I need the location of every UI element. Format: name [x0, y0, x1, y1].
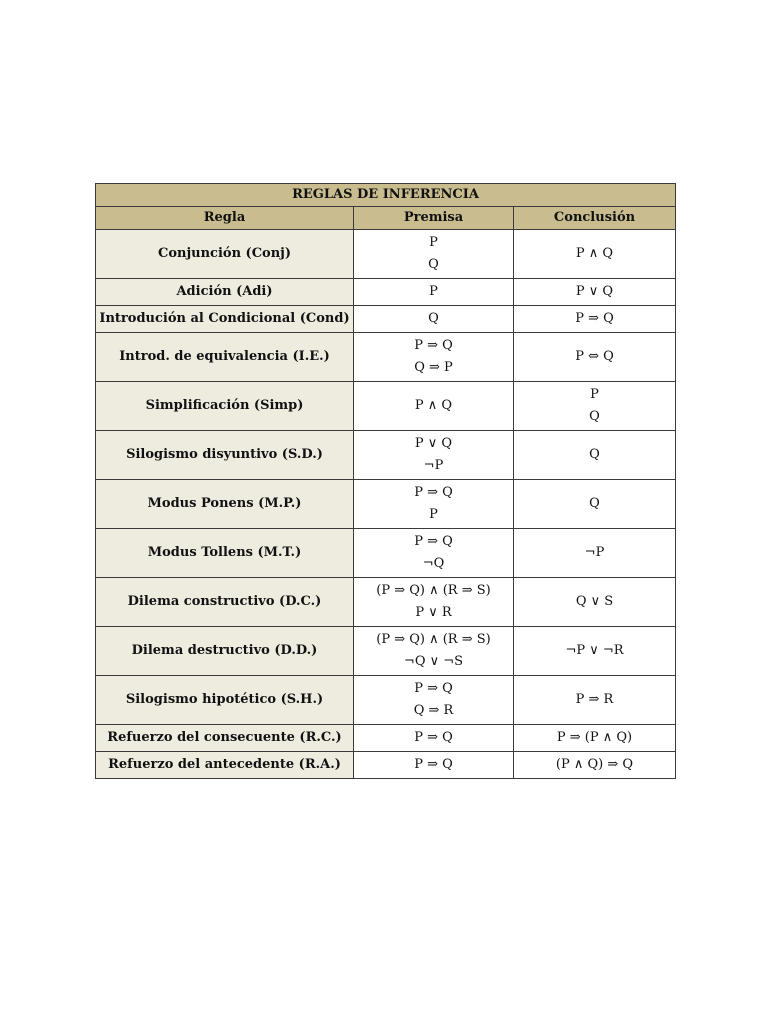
table-row [96, 529, 676, 578]
premisa-cell [354, 676, 514, 725]
rule-name-cell: Dilema constructivo (D.C.) [96, 578, 354, 627]
conclusion-line: Q [589, 496, 600, 511]
table-title: REGLAS DE INFERENCIA [96, 184, 676, 207]
rule-name-cell: Dilema destructivo (D.D.) [96, 627, 354, 676]
conclusion-line: P ⇔ Q [575, 349, 614, 364]
rule-name-cell: Modus Ponens (M.P.) [96, 480, 354, 529]
rule-name-cell: Refuerzo del antecedente (R.A.) [96, 752, 354, 779]
conclusion-cell [514, 279, 676, 306]
conclusion-line: ¬P ∨ ¬R [565, 643, 624, 658]
table-body [96, 230, 676, 779]
conclusion-cell [514, 431, 676, 480]
premisa-line: P ⇒ Q [414, 534, 453, 549]
conclusion-cell [514, 382, 676, 431]
premisa-line: Q [428, 257, 439, 272]
conclusion-cell [514, 578, 676, 627]
rule-name-cell: Simplificación (Simp) [96, 382, 354, 431]
premisa-line: P ⇒ Q [414, 338, 453, 353]
table-row [96, 306, 676, 333]
premisa-line: Q [428, 311, 439, 326]
table-row [96, 627, 676, 676]
premisa-line: Q ⇒ P [414, 360, 453, 375]
premisa-cell [354, 752, 514, 779]
conclusion-line: P ⇒ R [575, 692, 614, 707]
premisa-cell [354, 230, 514, 279]
table-row [96, 230, 676, 279]
premisa-line: (P ⇒ Q) ∧ (R ⇒ S) [376, 632, 491, 647]
premisa-line: P ⇒ Q [414, 681, 453, 696]
column-header-regla: Regla [96, 207, 354, 230]
table-row [96, 578, 676, 627]
premisa-line: P [429, 284, 438, 299]
premisa-cell [354, 578, 514, 627]
premisa-cell [354, 306, 514, 333]
premisa-line: P ∨ Q [414, 436, 453, 451]
table-row [96, 480, 676, 529]
conclusion-line: ¬P [584, 545, 605, 560]
conclusion-line: P ⇒ (P ∧ Q) [556, 730, 633, 745]
premisa-line: ¬Q [422, 556, 445, 571]
conclusion-cell [514, 333, 676, 382]
table-row [96, 431, 676, 480]
rule-name-cell: Adición (Adi) [96, 279, 354, 306]
conclusion-line: P ∨ Q [575, 284, 614, 299]
conclusion-cell [514, 529, 676, 578]
premisa-line: P ∧ Q [414, 398, 453, 413]
premisa-line: P ⇒ Q [414, 730, 453, 745]
premisa-cell [354, 382, 514, 431]
conclusion-cell [514, 627, 676, 676]
rule-name-cell: Introd. de equivalencia (I.E.) [96, 333, 354, 382]
premisa-line: ¬P [423, 458, 444, 473]
table-row [96, 676, 676, 725]
rule-name-cell: Conjunción (Conj) [96, 230, 354, 279]
table-row [96, 279, 676, 306]
column-header-conclusion: Conclusión [514, 207, 676, 230]
rule-name-cell: Silogismo hipotético (S.H.) [96, 676, 354, 725]
table-row [96, 333, 676, 382]
conclusion-line: Q ∨ S [575, 594, 614, 609]
table-row [96, 725, 676, 752]
premisa-cell [354, 333, 514, 382]
conclusion-cell [514, 230, 676, 279]
premisa-line: ¬Q ∨ ¬S [403, 654, 464, 669]
conclusion-cell [514, 480, 676, 529]
conclusion-cell [514, 752, 676, 779]
premisa-cell [354, 480, 514, 529]
table-row [96, 382, 676, 431]
premisa-line: P [429, 235, 438, 250]
premisa-cell [354, 529, 514, 578]
rule-name-cell: Modus Tollens (M.T.) [96, 529, 354, 578]
premisa-cell [354, 627, 514, 676]
table-header-row [96, 207, 676, 230]
conclusion-line: Q [589, 447, 600, 462]
conclusion-line: (P ∧ Q) ⇒ Q [555, 757, 634, 772]
rule-name-cell: Introdución al Condicional (Cond) [96, 306, 354, 333]
premisa-line: Q ⇒ R [413, 703, 454, 718]
conclusion-line: P [590, 387, 599, 402]
rule-name-cell: Silogismo disyuntivo (S.D.) [96, 431, 354, 480]
inference-rules-table [95, 183, 676, 779]
premisa-cell [354, 725, 514, 752]
conclusion-line: Q [589, 409, 600, 424]
rule-name-cell: Refuerzo del consecuente (R.C.) [96, 725, 354, 752]
conclusion-line: P ⇒ Q [575, 311, 614, 326]
premisa-line: P ⇒ Q [414, 757, 453, 772]
column-header-premisa: Premisa [354, 207, 514, 230]
premisa-cell [354, 431, 514, 480]
premisa-line: P ∨ R [415, 605, 452, 620]
conclusion-cell [514, 306, 676, 333]
table-title-row [96, 184, 676, 207]
conclusion-cell [514, 725, 676, 752]
premisa-cell [354, 279, 514, 306]
premisa-line: P ⇒ Q [414, 485, 453, 500]
table-row [96, 752, 676, 779]
conclusion-line: P ∧ Q [575, 246, 614, 261]
conclusion-cell [514, 676, 676, 725]
premisa-line: (P ⇒ Q) ∧ (R ⇒ S) [376, 583, 491, 598]
premisa-line: P [429, 507, 438, 522]
